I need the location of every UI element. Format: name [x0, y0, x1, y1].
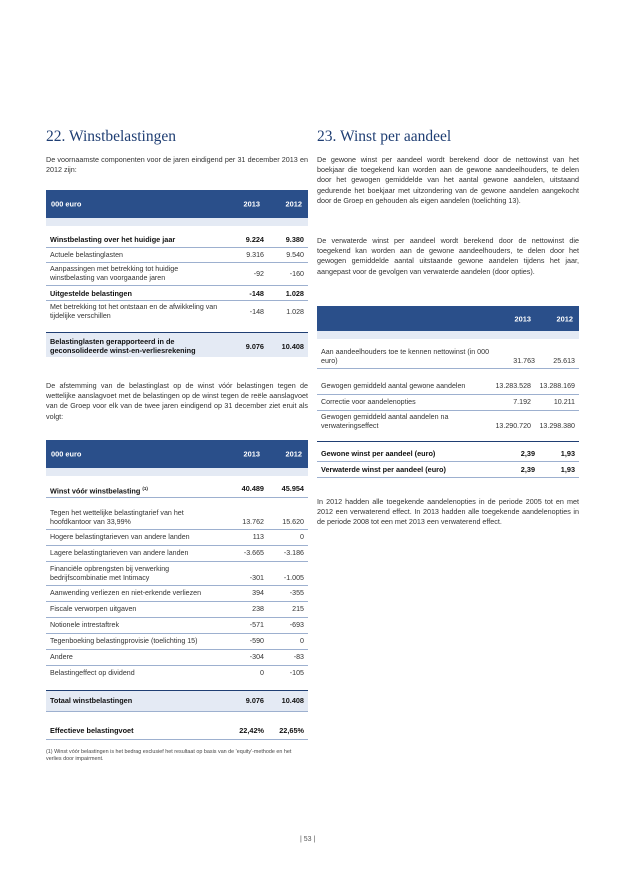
table-row: Tegen het wettelijke belastingtarief van het hoofdkantoor van 33,99% 13.762 15.620	[50, 509, 304, 526]
table-row: Aanpassingen met betrekking tot huidige winstbelasting van voorgaande jaren -92 -160	[50, 265, 304, 282]
table-row: Notionele intrestaftrek -571 -693	[50, 621, 304, 629]
row-divider	[46, 711, 308, 712]
row-divider	[317, 441, 579, 442]
header-unit: 000 euro	[51, 199, 82, 209]
row-divider	[46, 585, 308, 586]
header-2012: 2012	[556, 314, 573, 323]
table-row: Effectieve belastingvoet 22,42% 22,65%	[50, 726, 304, 735]
table-row: Met betrekking tot het ontstaan en de afwikkeling van tijdelijke verschillen -148 1.028	[50, 303, 304, 320]
table-band	[317, 331, 579, 339]
section-22-title: 22. Winstbelastingen	[46, 128, 176, 145]
table-row: Correctie voor aandelenopties 7.192 10.211	[321, 398, 575, 406]
header-2012: 2012	[285, 449, 302, 459]
row-divider	[46, 497, 308, 498]
table-header	[46, 190, 308, 218]
table-row: Gewogen gemiddeld aantal gewone aandelen 13.283.528 13.288.169	[321, 382, 575, 390]
table-row: Totaal winstbelastingen 9.076 10.408	[50, 696, 304, 705]
row-divider	[317, 461, 579, 462]
row-divider	[317, 368, 579, 369]
row-divider	[46, 529, 308, 530]
table-row: Gewone winst per aandeel (euro) 2,39 1,93	[321, 449, 575, 458]
table-row: Belastinglasten gerapporteerd in de geconsolideerde winst-en-verliesrekening 9.076 10.408	[50, 337, 304, 355]
table-row: Verwaterde winst per aandeel (euro) 2,39 1,93	[321, 465, 575, 474]
section-23-paragraph-3: In 2012 hadden alle toegekende aandelenopties in de periode 2005 tot en met 2012 een verwaterend effect. In 2013 hadden alle toegekende aandelenopties in de periode 2008 tot een met 2013 een verwaterend effect.	[317, 497, 579, 527]
table-row: Aanwending verliezen en niet-erkende verliezen 394 -355	[50, 589, 304, 597]
row-divider	[46, 633, 308, 634]
section-22-reconciliation-text: De afstemming van de belastinglast op de winst vóór belastingen tegen de wettelijke aanslagvoet met de belastingen op de winst tegen de reële aanslagvoet van de Groep voor elk van de twee jaren eindigend op 31 december ziet eruit als volgt:	[46, 381, 308, 421]
row-divider	[46, 649, 308, 650]
table-row: Tegenboeking belastingprovisie (toelichting 15) -590 0	[50, 637, 304, 645]
header-2013: 2013	[243, 199, 260, 209]
table-header	[46, 440, 308, 468]
row-divider	[317, 410, 579, 411]
row-divider	[46, 545, 308, 546]
row-divider	[317, 477, 579, 478]
row-divider	[46, 739, 308, 740]
table-row: Lagere belastingtarieven van andere landen -3.665 -3.186	[50, 549, 304, 557]
table-row: Gewogen gemiddeld aantal aandelen na verwateringseffect 13.290.720 13.298.380	[321, 413, 575, 430]
table-row: Actuele belastinglasten 9.316 9.540	[50, 251, 304, 259]
row-divider	[46, 262, 308, 263]
table-row: Hogere belastingtarieven van andere landen 113 0	[50, 533, 304, 541]
header-2012: 2012	[285, 199, 302, 209]
table-row: Winstbelasting over het huidige jaar 9.224 9.380	[50, 235, 304, 244]
row-divider	[46, 285, 308, 286]
row-divider	[46, 601, 308, 602]
row-divider	[46, 617, 308, 618]
section-23-title: 23. Winst per aandeel	[317, 128, 452, 145]
table-row: Uitgestelde belastingen -148 1.028	[50, 289, 304, 298]
table-band	[46, 218, 308, 226]
section-23-paragraph-2: De verwaterde winst per aandeel wordt berekend door de nettowinst die toegekend kan worden aan de gewone aandeelhouders, te delen door het gewogen gemiddelde aantal uitstaande gewone aandelen tijdens het jaar, aangepast voor de gevolgen van verwaterde aandelen (door opties).	[317, 236, 579, 276]
table-band	[46, 468, 308, 476]
header-2013: 2013	[514, 314, 531, 323]
table-row: Winst vóór winstbelasting $^{(1)}$ 40.489 45.954	[50, 484, 304, 496]
row-divider	[46, 247, 308, 248]
row-divider	[317, 394, 579, 395]
table-row: Financiële opbrengsten bij verwerking bedrijfscombinatie met Intimacy -301 -1.005	[50, 565, 304, 582]
table-row: Belastingeffect op dividend 0 -105	[50, 669, 304, 677]
row-divider	[46, 300, 308, 301]
table-row: Andere -304 -83	[50, 653, 304, 661]
table-row: Fiscale verworpen uitgaven 238 215	[50, 605, 304, 613]
row-divider	[46, 665, 308, 666]
footnote: (1) Winst vóór belastingen is het bedrag exclusief het resultaat op basis van de 'equity'-methode en het verlies door impairment.	[46, 749, 292, 763]
table-header	[317, 306, 579, 331]
header-unit: 000 euro	[51, 449, 82, 459]
header-2013: 2013	[243, 449, 260, 459]
page-number: | 53 |	[300, 836, 316, 843]
section-23-paragraph-1: De gewone winst per aandeel wordt berekend door de nettowinst van het boekjaar die toegekend kan worden aan de gewone aandeelhouders, te delen door het gewogen gemiddelde van het aantal gewone aandelen, uitstaand gedurende het boekjaar met uitzondering van de gewone aandelen aangekocht door de Groep en gehouden als eigen aandelen (toelichting 13).	[317, 155, 579, 205]
row-divider	[46, 561, 308, 562]
section-22-intro: De voornaamste componenten voor de jaren eindigend per 31 december 2013 en 2012 zijn:	[46, 155, 308, 175]
table-row: Aan aandeelhouders toe te kennen nettowinst (in 000 euro) 31.763 25.613	[321, 348, 575, 365]
